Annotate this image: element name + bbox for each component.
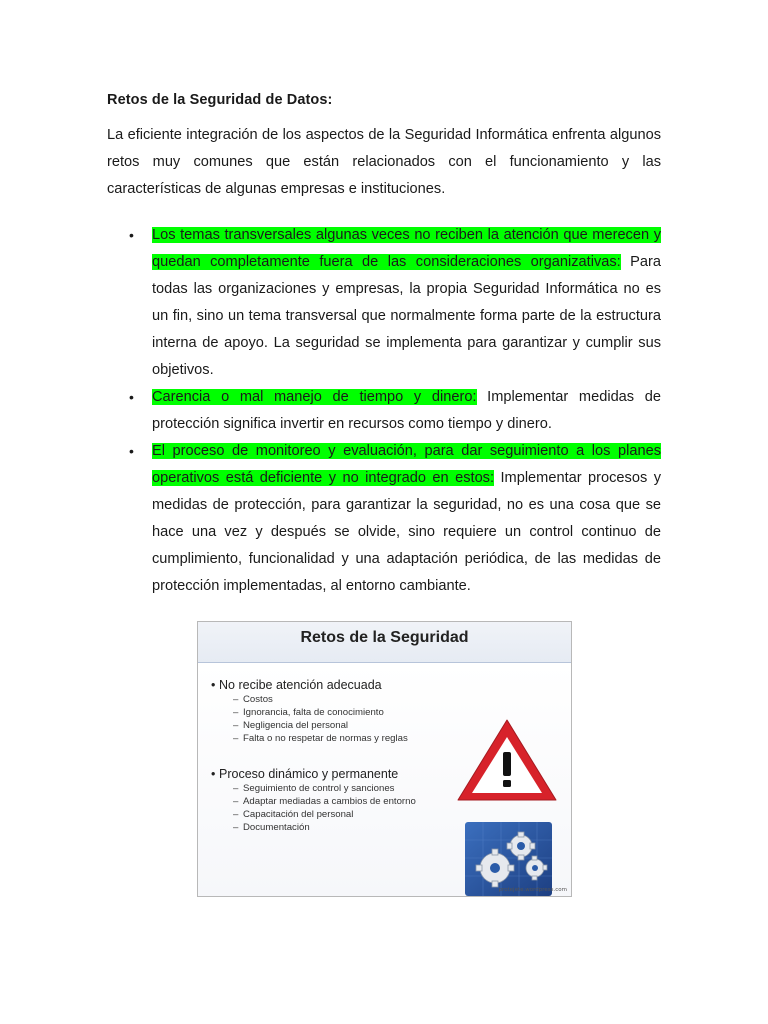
slide-subitem-text: Ignorancia, falta de conocimiento — [243, 707, 384, 718]
slide-image — [197, 621, 572, 897]
slide-subitem-text: Negligencia del personal — [243, 720, 349, 731]
slide-subitem: – Adaptar mediadas a cambios de entorno — [233, 796, 416, 807]
slide-subitem: – Documentación — [233, 822, 310, 833]
slide-header — [198, 622, 571, 662]
slide-subitem: – Capacitación del personal — [233, 809, 354, 820]
list-item — [107, 438, 661, 600]
gears-icon — [465, 822, 552, 896]
bullet-text: Implementar medidas de protección significa invertir en recursos como tiempo y dinero. — [152, 389, 661, 432]
bullet-icon: • — [129, 227, 134, 243]
list-item — [107, 222, 661, 384]
slide-sublist — [211, 693, 408, 745]
slide-subitem-text: Costos — [243, 694, 273, 705]
slide-sublist — [211, 782, 416, 834]
slide-subitem: – Costos — [233, 694, 273, 705]
list-item — [107, 384, 661, 438]
highlighted-text: Los temas transversales algunas veces no reciben la atención que merecen y quedan completamente fuera de las consideraciones organizativas: — [152, 227, 661, 270]
bullet-icon: • — [129, 389, 134, 405]
warning-triangle-icon — [455, 717, 559, 803]
slide-subitem-text: Seguimiento de control y sanciones — [243, 783, 395, 794]
slide-group-heading-text: No recibe atención adecuada — [219, 678, 382, 692]
bullet-text: Para todas las organizaciones y empresas, la propia Seguridad Informática no es un fin, sino un tema transversal que normalmente forma parte de la estructura interna de apoyo. La seguridad se implementa para garantizar y cumplir sus objetivos. — [152, 254, 661, 378]
slide-subitem-text: Documentación — [243, 822, 310, 833]
slide-subitem: – Seguimiento de control y sanciones — [233, 783, 395, 794]
bullet-icon: • — [129, 443, 134, 459]
slide-group-heading: • Proceso dinámico y permanente — [211, 767, 399, 781]
slide-group-heading: • No recibe atención adecuada — [211, 678, 382, 692]
slide-subitem-text: Adaptar mediadas a cambios de entorno — [243, 796, 416, 807]
slide-subitem: – Falta o no respetar de normas y reglas — [233, 733, 408, 744]
slide-credit: protejete.wordpress.com — [498, 887, 567, 893]
slide-subitem: – Ignorancia, falta de conocimiento — [233, 707, 384, 718]
slide-body — [198, 663, 571, 896]
slide-subitem-text: Capacitación del personal — [243, 809, 354, 820]
slide-group — [211, 677, 408, 745]
intro-paragraph: La eficiente integración de los aspectos de la Seguridad Informática enfrenta algunos retos muy comunes que están relacionados con el funcionamiento y las características de algunas empresas e instituciones. — [107, 127, 661, 197]
slide-subitem-text: Falta o no respetar de normas y reglas — [243, 733, 408, 744]
slide-title: Retos de la Seguridad — [300, 629, 469, 646]
slide-subitem: – Negligencia del personal — [233, 720, 349, 731]
document-title: Retos de la Seguridad de Datos: — [107, 92, 333, 108]
slide-group-heading-text: Proceso dinámico y permanente — [219, 767, 399, 781]
bullet-text: Implementar procesos y medidas de protección, para garantizar la seguridad, no es una cosa que se hace una vez y después se olvide, sino requiere un control continuo de cumplimiento, funcionalidad y una adaptación periódica, de las medidas de protección implementadas, al entorno cambiante. — [152, 470, 661, 594]
highlighted-text: Carencia o mal manejo de tiempo y dinero: — [152, 389, 477, 405]
slide-group — [211, 766, 416, 834]
challenges-list — [107, 222, 661, 600]
highlighted-text: El proceso de monitoreo y evaluación, para dar seguimiento a los planes operativos está deficiente y no integrado en estos: — [152, 443, 661, 486]
